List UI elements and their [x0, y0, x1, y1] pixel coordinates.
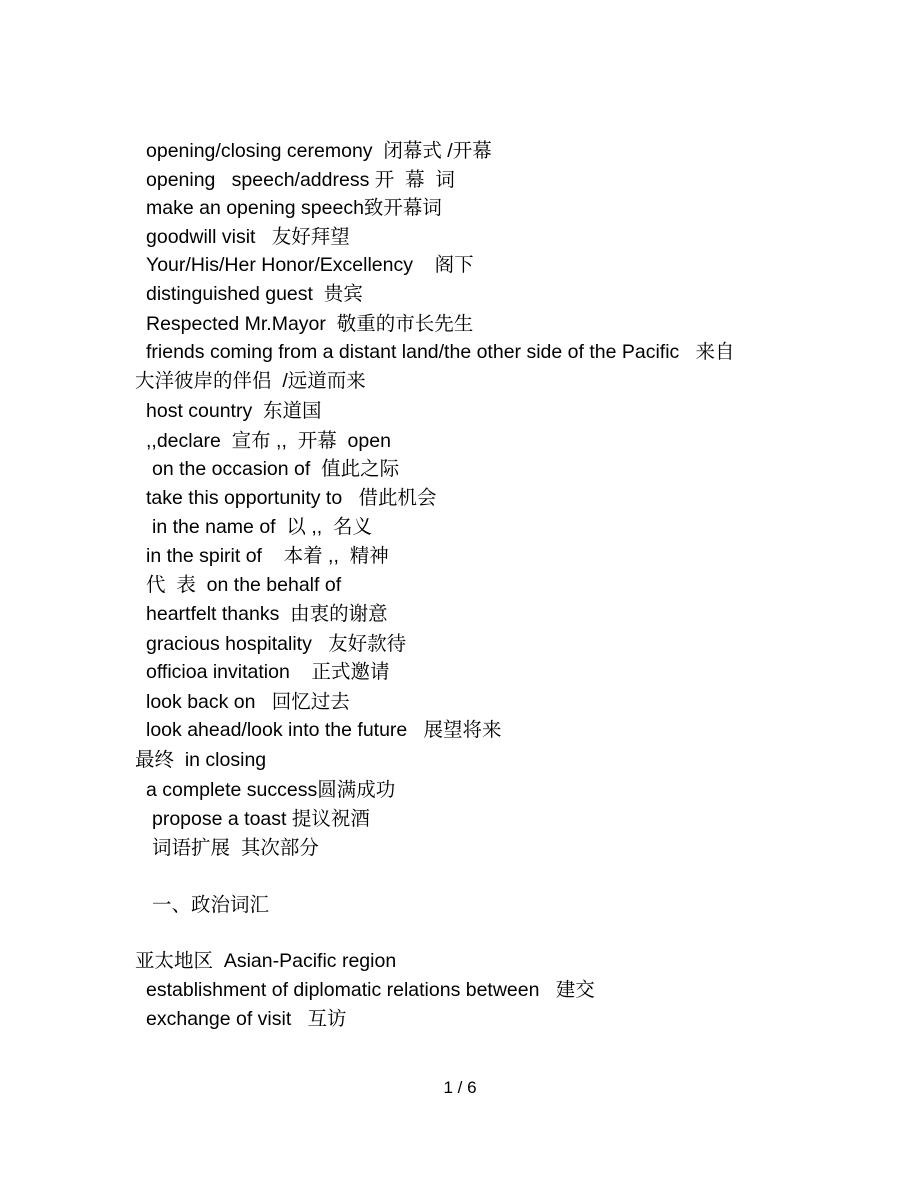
text-line: make an opening speech致开幕词	[146, 197, 442, 219]
text-line: propose a toast 提议祝酒	[152, 808, 370, 830]
text-line: take this opportunity to 借此机会	[146, 487, 437, 509]
text-line: a complete success圆满成功	[146, 779, 396, 801]
text-line: friends coming from a distant land/the other side of the Pacific 来自	[146, 341, 735, 363]
text-line: goodwill visit 友好拜望	[146, 226, 350, 248]
text-line: distinguished guest 贵宾	[146, 283, 363, 305]
text-line: opening speech/address 开 幕 词	[146, 169, 455, 191]
text-line: heartfelt thanks 由衷的谢意	[146, 603, 388, 625]
text-line: ,,declare 宣布 ,, 开幕 open	[146, 430, 391, 452]
text-line: Your/His/Her Honor/Excellency 阁下	[146, 254, 474, 276]
text-line: 代 表 on the behalf of	[146, 574, 342, 596]
text-line: host country 东道国	[146, 400, 322, 422]
text-line: 词语扩展 其次部分	[152, 837, 319, 859]
text-line: opening/closing ceremony 闭幕式 /开幕	[146, 140, 492, 162]
text-line: in the name of 以 ,, 名义	[152, 516, 373, 538]
text-line: establishment of diplomatic relations between 建交	[146, 979, 595, 1001]
page-number: 1 / 6	[443, 1078, 477, 1097]
text-line: 大洋彼岸的伴侣 /远道而来	[135, 370, 366, 392]
text-line: 最终 in closing	[135, 749, 267, 771]
text-line: gracious hospitality 友好款待	[146, 633, 407, 655]
text-line: on the occasion of 值此之际	[152, 458, 400, 480]
text-line: officioa invitation 正式邀请	[146, 661, 390, 683]
text-line: look back on 回忆过去	[146, 691, 350, 713]
text-line: 亚太地区 Asian-Pacific region	[135, 950, 397, 972]
text-line: exchange of visit 互访	[146, 1008, 347, 1030]
text-line: Respected Mr.Mayor 敬重的市长先生	[146, 313, 474, 335]
text-line: look ahead/look into the future 展望将来	[146, 719, 502, 741]
section-heading: 一、政治词汇	[152, 894, 270, 916]
text-line: in the spirit of 本着 ,, 精神	[146, 545, 389, 567]
